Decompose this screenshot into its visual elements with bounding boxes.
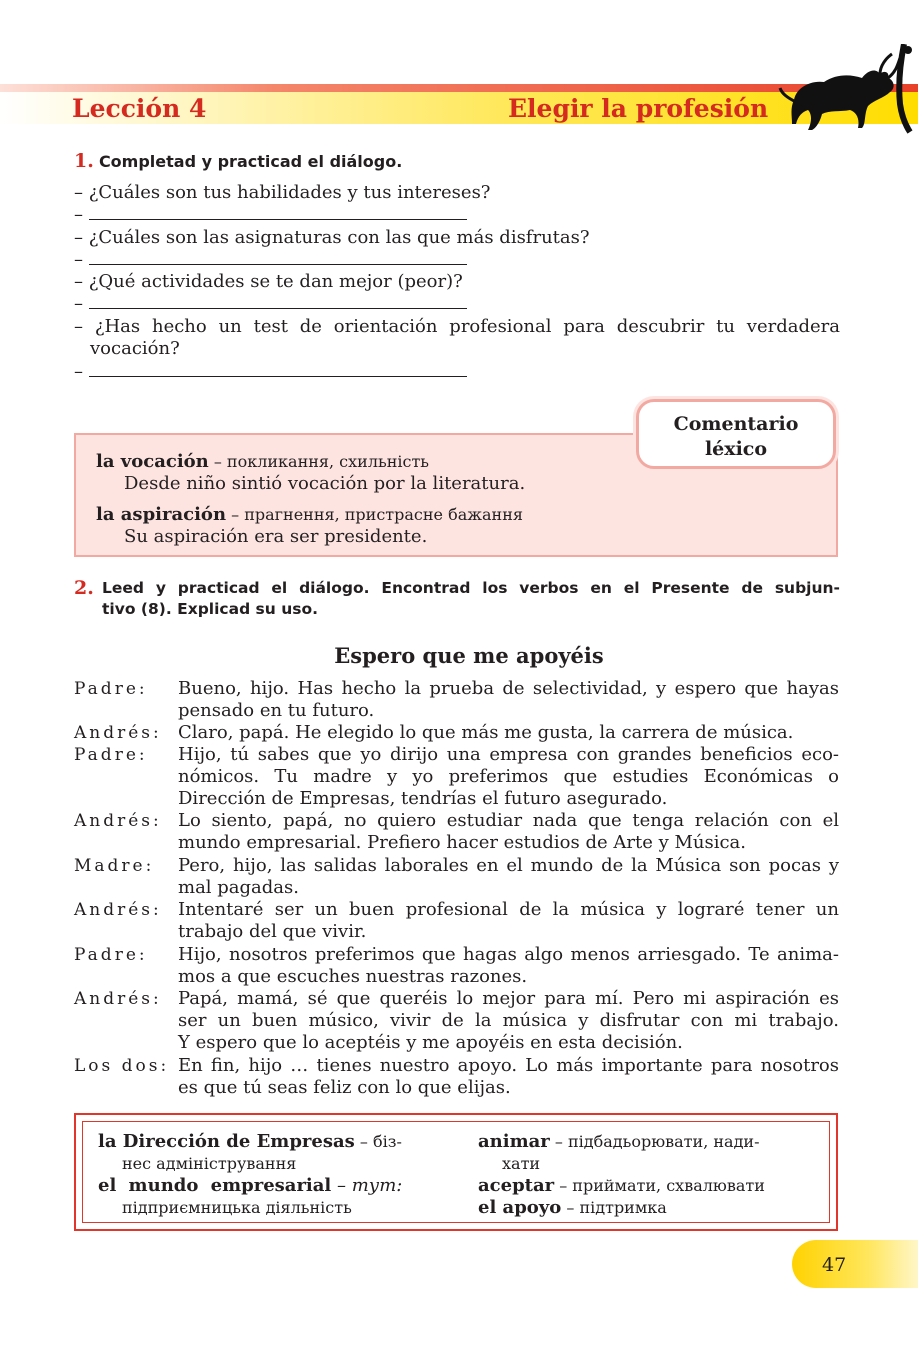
exercise-2-instruction-line1: Leed y practicad el diálogo. Encontrad los verbos en el Presente de subjun- — [102, 579, 840, 597]
exercise-2-heading — [74, 577, 840, 599]
lexical-example: Su aspiración era ser presidente. — [124, 526, 428, 547]
lexical-tab-subtitle: léxico — [704, 438, 768, 460]
lexical-example: Desde niño sintió vocación por la literatura. — [124, 473, 526, 494]
speaker-label: Padre: — [74, 945, 148, 965]
vocab-entry-cont: хати — [502, 1154, 541, 1173]
speech-line: Papá, mamá, sé que queréis lo mejor para mí. Pero mi aspiración es ser un buen músico, vivir de la música y disfrutar con mi trabajo. Y espero que lo aceptéis y me apoyéis en esta decisión. — [178, 988, 839, 1053]
vocabulary-left-column — [98, 1131, 458, 1219]
bull-silhouette-icon — [776, 44, 918, 134]
blank-line[interactable]: – — [74, 204, 840, 226]
speaker-label: Padre: — [74, 679, 148, 699]
vocab-entry: la Dirección de Empresas – біз- — [98, 1131, 402, 1152]
dialog-line: – ¿Has hecho un test de orientación profesional para descubrir tu verdadera — [74, 316, 840, 337]
dialog-line: – ¿Cuáles son las asignaturas con las que más disfrutas? — [74, 227, 590, 248]
vocab-entry-cont: підприємницька діяльність — [122, 1198, 352, 1217]
speaker-label: Andrés: — [74, 723, 162, 743]
lexical-comment-tab — [636, 399, 836, 469]
speech-line: Hijo, tú sabes que yo dirijo una empresa con grandes beneficios eco- nómicos. Tu madre y yo preferimos que estudies Económicas o Dirección de Empresas, tendrías el futuro asegurado. — [178, 744, 839, 809]
exercise-1-instruction: Completad y practicad el diálogo. — [98, 152, 403, 171]
blank-line[interactable]: – — [74, 361, 840, 383]
lexical-entry: la aspiración – прагнення, пристрасне бажання — [96, 504, 523, 525]
vocabulary-right-column — [478, 1131, 818, 1219]
dialog-line: – ¿Cuáles son tus habilidades y tus intereses? — [74, 182, 491, 203]
vocabulary-box — [74, 1113, 838, 1231]
vocab-entry: aceptar – приймати, схвалювати — [478, 1175, 765, 1196]
vocab-entry: animar – підбадьорювати, нади- — [478, 1131, 760, 1152]
dialog-line: – ¿Qué actividades se te dan mejor (peor)? — [74, 271, 463, 292]
speaker-label: Padre: — [74, 745, 148, 765]
lexical-tab-title: Comentario — [673, 413, 799, 435]
dialog-title: Espero que me apoyéis — [334, 643, 604, 668]
speaker-label: Andrés: — [74, 989, 162, 1009]
speech-line: En fin, hijo … tienes nuestro apoyo. Lo más importante para nosotros es que tú seas feliz con lo que elijas. — [178, 1055, 839, 1098]
vocab-entry: el mundo empresarial – тут: — [98, 1175, 403, 1196]
exercise-1-number: 1. — [74, 150, 94, 172]
vocab-entry-cont: нес адміністрування — [122, 1154, 297, 1173]
lesson-number: Lección 4 — [72, 94, 207, 123]
speech-line: Claro, papá. He elegido lo que más me gusta, la carrera de música. — [178, 722, 794, 743]
blank-line[interactable]: – — [74, 249, 840, 271]
lexical-entry: la vocación – покликання, схильність — [96, 451, 430, 472]
speech-line: Pero, hijo, las salidas laborales en el mundo de la Música son pocas y mal pagadas. — [178, 855, 839, 898]
speaker-label: Madre: — [74, 856, 155, 876]
page-number-badge — [792, 1240, 918, 1288]
blank-line[interactable]: – — [74, 293, 840, 315]
speech-line: Bueno, hijo. Has hecho la prueba de selectividad, y espero que hayas pensado en tu futuro. — [178, 678, 839, 721]
exercise-2-instruction-line2: tivo (8). Explicad su uso. — [102, 600, 319, 618]
speaker-label: Los dos: — [74, 1056, 170, 1076]
page-number: 47 — [822, 1254, 847, 1276]
lesson-title: Elegir la profesión — [508, 94, 769, 123]
speech-line: Intentaré ser un buen profesional de la música y lograré tener un trabajo del que vivir. — [178, 899, 839, 942]
vocab-entry: el apoyo – підтримка — [478, 1197, 667, 1218]
exercise-1-heading — [74, 150, 840, 172]
speech-line: Hijo, nosotros preferimos que hagas algo menos arriesgado. Te anima- mos a que escuches nuestras razones. — [178, 944, 839, 987]
exercise-2-number: 2. — [74, 577, 94, 599]
speaker-label: Andrés: — [74, 811, 162, 831]
dialog-line: vocación? — [90, 338, 180, 359]
speech-line: Lo siento, papá, no quiero estudiar nada que tenga relación con el mundo empresarial. Prefiero hacer estudios de Arte y Música. — [178, 810, 839, 853]
speaker-label: Andrés: — [74, 900, 162, 920]
